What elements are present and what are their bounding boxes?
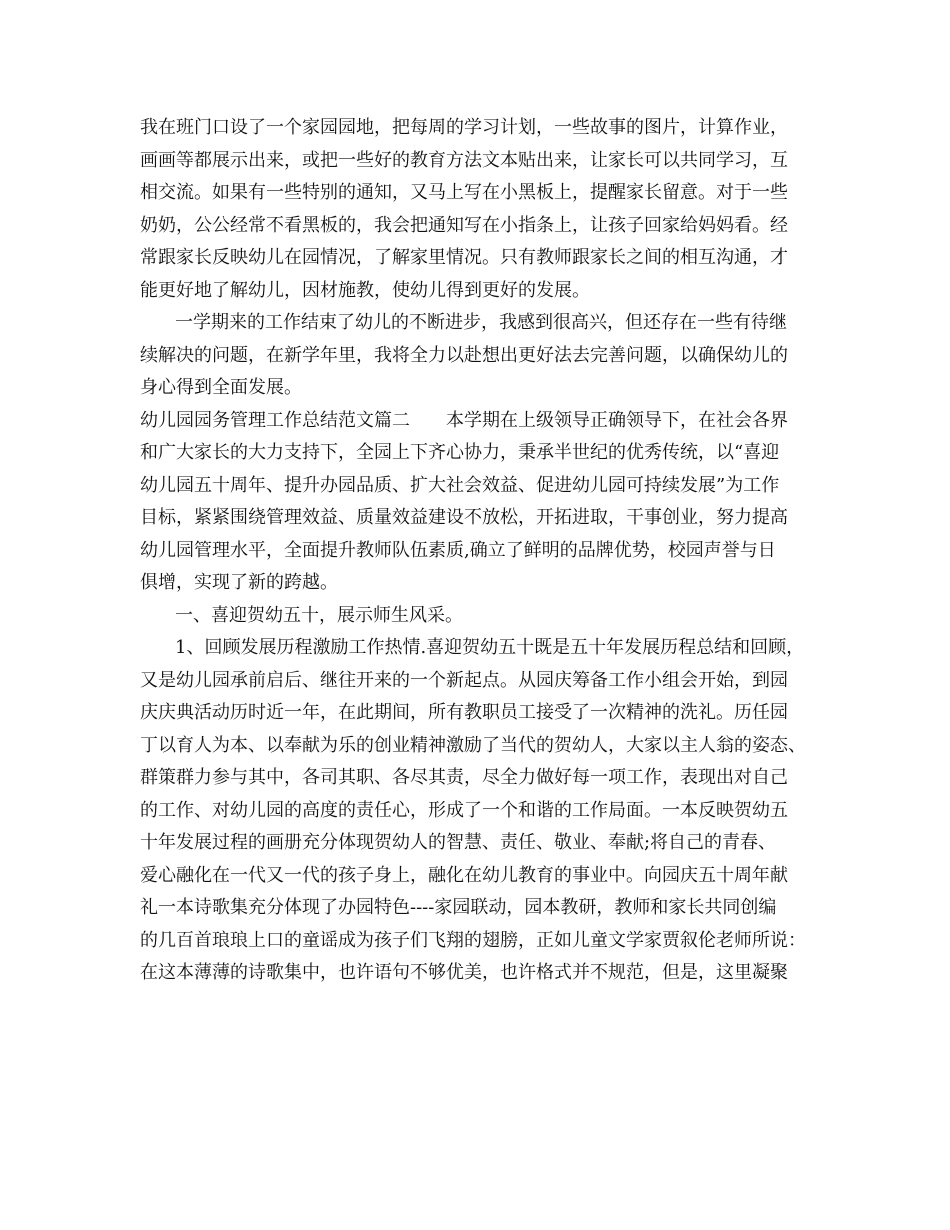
text-line: 丁以育人为本、以奉献为乐的创业精神激励了当代的贺幼人，大家以主人翁的姿态、 <box>140 734 806 756</box>
text-line: 俱增，实现了新的跨越。 <box>140 572 338 593</box>
text-line: 的几百首琅琅上口的童谣成为孩子们飞翔的翅膀，正如儿童文学家贾叙伦老师所说： <box>140 929 806 951</box>
subsection-heading: 一、喜迎贺幼五十，展示师生风采。 <box>175 604 463 626</box>
text-line: 一学期来的工作结束了幼儿的不断进步，我感到很高兴，但还存在一些有待继 <box>175 312 787 333</box>
text-line: 幼儿园五十周年、提升办园品质、扩大社会效益、促进幼儿园可持续发展”为工作 <box>140 474 780 496</box>
text-line: 常跟家长反映幼儿在园情况，了解家里情况。只有教师跟家长之间的相互沟通，才 <box>140 247 788 268</box>
text-line: 画画等都展示出来，或把一些好的教育方法文本贴出来，让家长可以共同学习，互 <box>140 149 788 171</box>
text-line: 庆庆典活动历时近一年，在此期间，所有教职员工接受了一次精神的洗礼。历任园 <box>140 702 788 723</box>
text-line: 能更好地了解幼儿，因材施教，使幼儿得到更好的发展。 <box>140 279 590 301</box>
text-line: 和广大家长的大力支持下，全园上下齐心协力，秉承半世纪的优秀传统，以“喜迎 <box>140 442 780 463</box>
text-line: 相交流。如果有一些特别的通知，又马上写在小黑板上，提醒家长留意。对于一些 <box>140 182 788 203</box>
text-line: 奶奶，公公经常不看黑板的，我会把通知写在小指条上，让孩子回家给妈妈看。经 <box>140 214 788 236</box>
text-line: 1、回顾发展历程激励工作热情.喜迎贺幼五十既是五十年发展历程总结和回顾， <box>175 637 805 658</box>
text-line: 幼儿园管理水平，全面提升教师队伍素质,确立了鲜明的品牌优势，校园声誉与日 <box>140 539 776 561</box>
text-line: 十年发展过程的画册充分体现贺幼人的智慧、责任、敬业、奉献;将自己的青春、 <box>140 832 777 853</box>
section-heading-line: 幼儿园园务管理工作总结范文篇二 本学期在上级领导正确领导下，在社会各界 <box>140 409 788 431</box>
text-line: 目标，紧紧围绕管理效益、质量效益建设不放松，开拓进取，干事创业，努力提高 <box>140 507 788 528</box>
text-line: 的工作、对幼儿园的高度的责任心，形成了一个和谐的工作局面。一本反映贺幼五 <box>140 799 788 821</box>
text-line: 我在班门口设了一个家园园地，把每周的学习计划，一些故事的图片，计算作业， <box>140 117 788 138</box>
text-line: 群策群力参与其中，各司其职、各尽其责，尽全力做好每一项工作，表现出对自己 <box>140 767 788 788</box>
text-line: 身心得到全面发展。 <box>140 377 302 398</box>
text-line: 爱心融化在一代又一代的孩子身上，融化在幼儿教育的事业中。向园庆五十周年献 <box>140 864 788 886</box>
text-line: 又是幼儿园承前启后、继往开来的一个新起点。从园庆筹备工作小组会开始，到园 <box>140 669 788 691</box>
text-line: 在这本薄薄的诗歌集中，也许语句不够优美，也许格式并不规范，但是，这里凝聚 <box>140 962 788 983</box>
text-line: 礼一本诗歌集充分体现了办园特色----家园联动，园本教研，教师和家长共同创编 <box>140 897 777 918</box>
document-body <box>140 112 840 990</box>
text-line: 续解决的问题，在新学年里，我将全力以赴想出更好法去完善问题，以确保幼儿的 <box>140 344 788 366</box>
